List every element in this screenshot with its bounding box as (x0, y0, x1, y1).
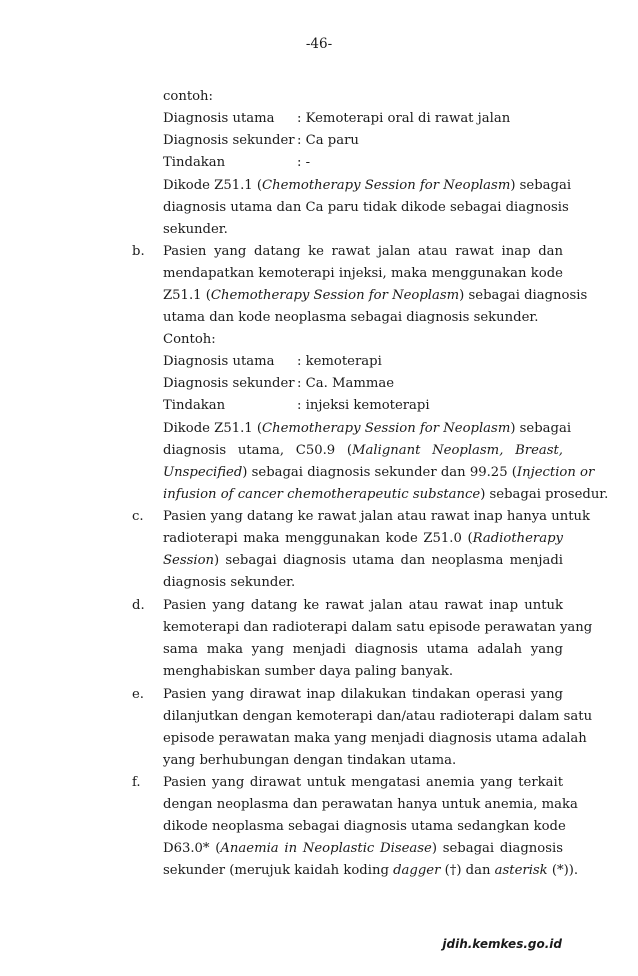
item-b-line: utama dan kode neoplasma sebagai diagnosis sekunder. (163, 310, 539, 325)
item-c-line: radioterapi maka menggunakan kode Z51.0 (Radiotherapy (163, 531, 563, 546)
item-label-c: c. (132, 509, 144, 524)
intro-paragraph-line: diagnosis utama dan Ca paru tidak dikode sebagai diagnosis (163, 200, 569, 215)
page-number: -46- (305, 36, 333, 52)
item-label-b: b. (132, 244, 145, 259)
item-label-d: d. (132, 598, 145, 613)
item-b-contoh-label: Contoh: (163, 332, 216, 347)
item-d-line: kemoterapi dan radioterapi dalam satu episode perawatan yang (163, 620, 593, 635)
item-d-line: sama maka yang menjadi diagnosis utama adalah yang (163, 642, 563, 657)
item-e-line: dilanjutkan dengan kemoterapi dan/atau radioterapi dalam satu (163, 709, 593, 724)
item-b-line: diagnosis utama, C50.9 (Malignant Neoplasm, Breast, (163, 443, 563, 458)
item-b-row-diagnosis-sekunder: Diagnosis sekunder : Ca. Mammae (163, 376, 395, 391)
item-b-row-tindakan: Tindakan : injeksi kemoterapi (163, 398, 430, 413)
item-c-line: diagnosis sekunder. (163, 575, 296, 590)
item-c-line: Session) sebagai diagnosis utama dan neoplasma menjadi (163, 553, 563, 568)
item-b-line: mendapatkan kemoterapi injeksi, maka menggunakan kode (163, 266, 563, 281)
intro-row-diagnosis-utama: Diagnosis utama : Kemoterapi oral di rawat jalan (163, 111, 511, 126)
item-f-line: dengan neoplasma dan perawatan hanya untuk anemia, maka (163, 797, 578, 812)
intro-paragraph-line: Dikode Z51.1 (Chemotherapy Session for Neoplasm) sebagai (163, 178, 572, 193)
item-b-line: Z51.1 (Chemotherapy Session for Neoplasm) sebagai diagnosis (163, 288, 588, 303)
item-f-line: D63.0* (Anaemia in Neoplastic Disease) sebagai diagnosis (163, 841, 563, 856)
item-label-f: f. (132, 775, 141, 790)
item-c-line: Pasien yang datang ke rawat jalan atau rawat inap hanya untuk (163, 509, 591, 524)
item-d-line: Pasien yang datang ke rawat jalan atau rawat inap untuk (163, 598, 563, 613)
item-e-line: episode perawatan maka yang menjadi diagnosis utama adalah (163, 731, 587, 746)
item-d-line: menghabiskan sumber daya paling banyak. (163, 664, 454, 679)
intro-row-diagnosis-sekunder: Diagnosis sekunder : Ca paru (163, 133, 359, 148)
item-f-line: sekunder (merujuk kaidah koding dagger (†) dan asterisk (*)). (163, 863, 579, 878)
item-f-line: dikode neoplasma sebagai diagnosis utama sedangkan kode (163, 819, 566, 834)
intro-paragraph-line: sekunder. (163, 222, 228, 237)
item-f-line: Pasien yang dirawat untuk mengatasi anemia yang terkait (163, 775, 563, 790)
item-b-line: infusion of cancer chemotherapeutic substance) sebagai prosedur. (163, 487, 609, 502)
item-b-line: Dikode Z51.1 (Chemotherapy Session for Neoplasm) sebagai (163, 421, 572, 436)
intro-row-tindakan: Tindakan : - (163, 155, 311, 170)
item-label-e: e. (132, 687, 144, 702)
intro-contoh-label: contoh: (163, 89, 213, 104)
item-e-line: Pasien yang dirawat inap dilakukan tindakan operasi yang (163, 687, 563, 702)
footer-site-link[interactable]: jdih.kemkes.go.id (442, 937, 562, 951)
item-b-line: Pasien yang datang ke rawat jalan atau rawat inap dan (163, 244, 563, 259)
item-e-line: yang berhubungan dengan tindakan utama. (163, 753, 457, 768)
item-b-line: Unspecified) sebagai diagnosis sekunder dan 99.25 (Injection or (163, 465, 595, 480)
item-b-row-diagnosis-utama: Diagnosis utama : kemoterapi (163, 354, 382, 369)
